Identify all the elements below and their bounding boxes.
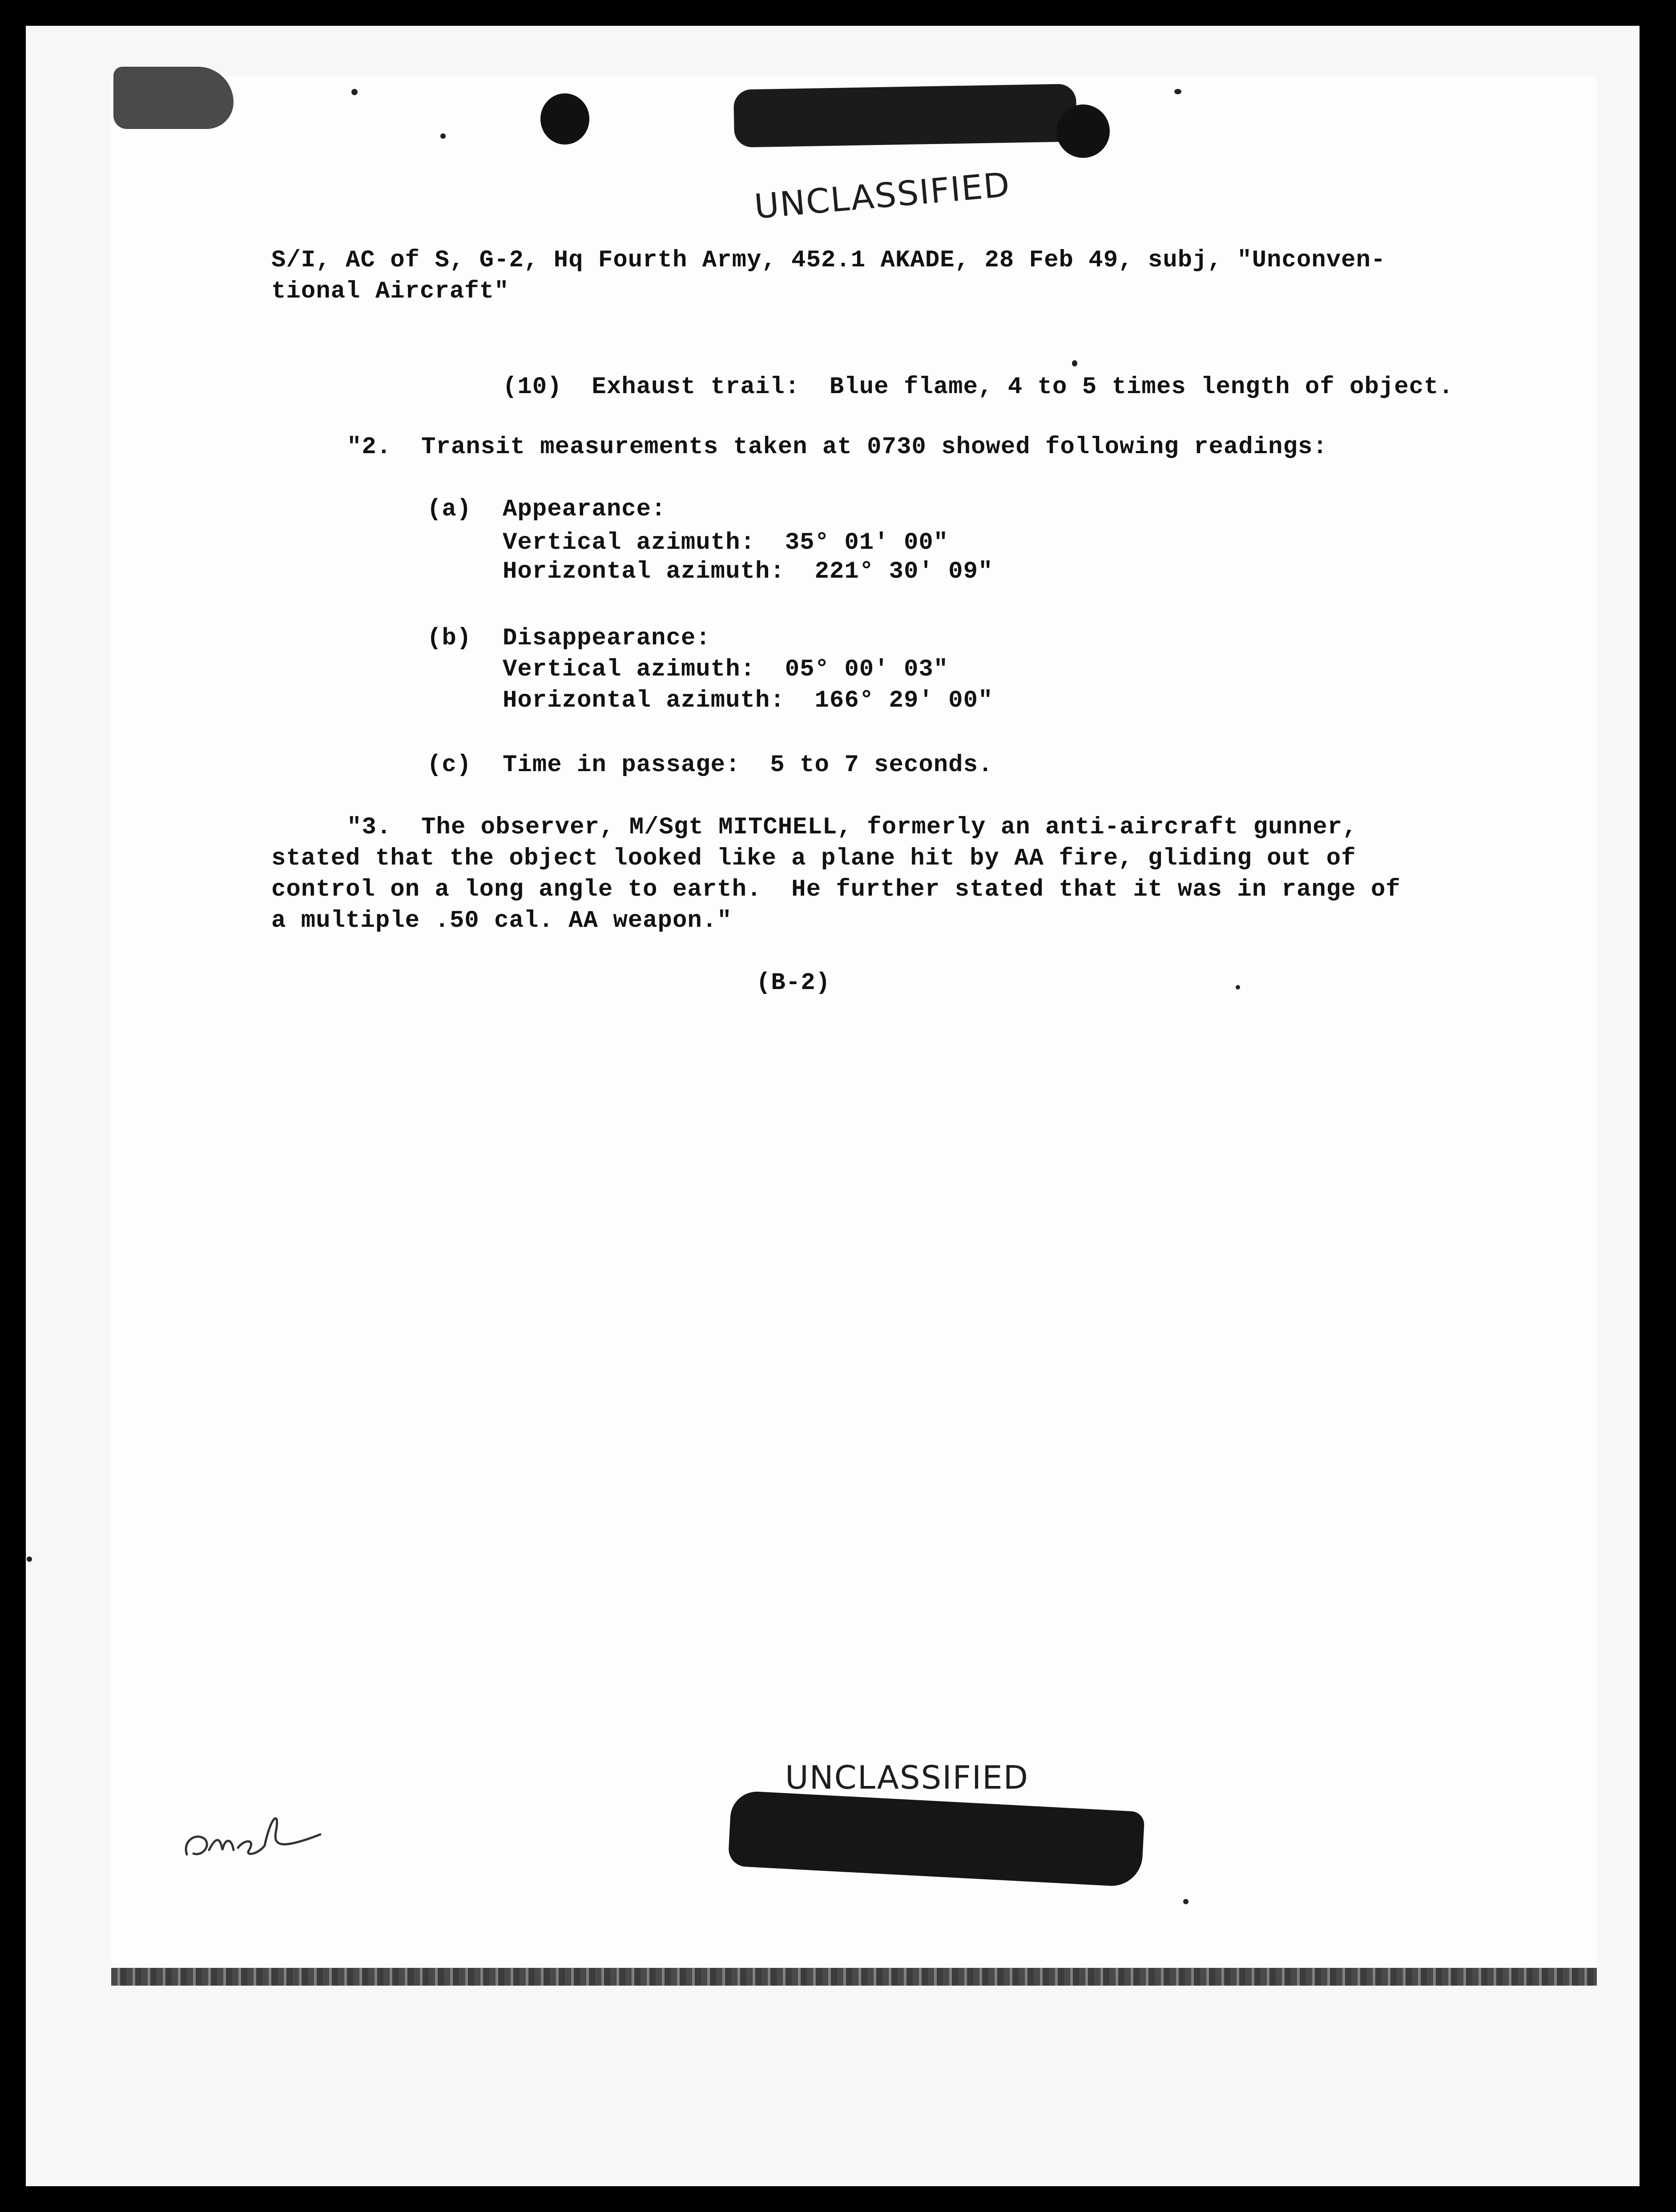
- handwritten-initials: [178, 1797, 329, 1868]
- page-bottom-edge: [111, 1968, 1597, 1986]
- classification-stamp-top: UNCLASSIFIED: [753, 165, 1012, 226]
- paragraph-3-line-4: a multiple .50 cal. AA weapon.": [271, 907, 732, 934]
- item-a-label: (a): [427, 496, 472, 523]
- item-c-time-in-passage: Time in passage: 5 to 7 seconds.: [503, 752, 993, 779]
- item-a-horizontal-azimuth: Horizontal azimuth: 221° 30' 09": [503, 558, 993, 585]
- speck: [1174, 89, 1181, 94]
- paragraph-3-line-3: control on a long angle to earth. He further stated that it was in range of: [271, 876, 1401, 903]
- paragraph-3-line-1: "3. The observer, M/Sgt MITCHELL, formerly an anti-aircraft gunner,: [347, 814, 1358, 841]
- item-b-title: Disappearance:: [503, 625, 711, 652]
- item-a-title: Appearance:: [503, 496, 666, 523]
- item-b-horizontal-azimuth: Horizontal azimuth: 166° 29' 00": [503, 687, 993, 714]
- corner-smudge-top-left: [113, 67, 234, 129]
- page-reference: (B-2): [756, 969, 831, 997]
- speck: [440, 133, 446, 139]
- header-reference-line-2: tional Aircraft": [271, 278, 509, 305]
- item-10-exhaust-trail: (10) Exhaust trail: Blue flame, 4 to 5 times length of object.: [503, 374, 1454, 401]
- item-b-vertical-azimuth: Vertical azimuth: 05° 00' 03": [503, 656, 949, 683]
- item-a-vertical-azimuth: Vertical azimuth: 35° 01' 00": [503, 529, 949, 556]
- document-page: [111, 76, 1597, 1979]
- item-c-label: (c): [427, 752, 472, 779]
- speck: [1236, 985, 1240, 989]
- speck: [351, 89, 358, 95]
- classification-stamp-bottom: UNCLASSIFIED: [785, 1759, 1029, 1796]
- speck: [1183, 1899, 1189, 1904]
- header-reference-line-1: S/I, AC of S, G-2, Hq Fourth Army, 452.1 AKADE, 28 Feb 49, subj, "Unconven-: [271, 247, 1386, 274]
- punch-hole-left: [540, 93, 589, 145]
- paragraph-3-line-2: stated that the object looked like a plane hit by AA fire, gliding out of: [271, 845, 1356, 872]
- paragraph-2-intro: "2. Transit measurements taken at 0730 showed following readings:: [347, 434, 1328, 461]
- punch-hole-right: [1056, 105, 1110, 158]
- redaction-blot-top: [733, 84, 1077, 147]
- speck: [27, 1556, 32, 1562]
- speck: [1072, 360, 1077, 366]
- item-b-label: (b): [427, 625, 472, 652]
